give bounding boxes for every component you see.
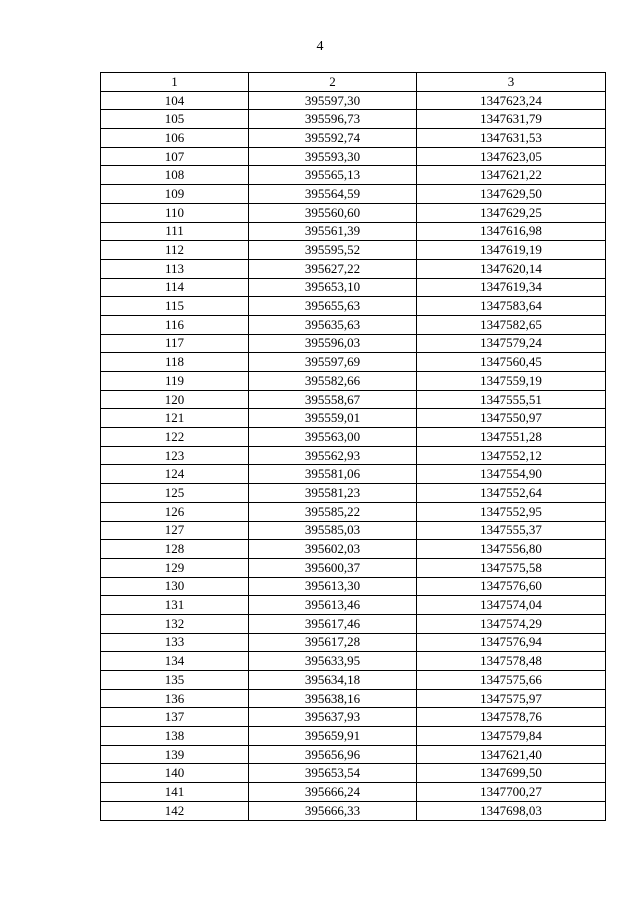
point-number-cell: 134 — [101, 652, 249, 671]
x-coordinate-cell: 395600,37 — [249, 558, 417, 577]
x-coordinate-cell: 395637,93 — [249, 708, 417, 727]
x-coordinate-cell: 395596,73 — [249, 110, 417, 129]
x-coordinate-cell: 395633,95 — [249, 652, 417, 671]
table-row — [101, 521, 606, 540]
y-coordinate-cell: 1347699,50 — [417, 764, 606, 783]
column-header-x-coordinate: 2 — [249, 73, 417, 92]
x-coordinate-cell: 395617,46 — [249, 614, 417, 633]
x-coordinate-cell: 395613,46 — [249, 596, 417, 615]
x-coordinate-cell: 395581,06 — [249, 465, 417, 484]
column-header-point-number: 1 — [101, 73, 249, 92]
table-row — [101, 222, 606, 241]
y-coordinate-cell: 1347574,04 — [417, 596, 606, 615]
x-coordinate-cell: 395559,01 — [249, 409, 417, 428]
point-number-cell: 112 — [101, 241, 249, 260]
point-number-cell: 138 — [101, 727, 249, 746]
table-row — [101, 708, 606, 727]
y-coordinate-cell: 1347629,25 — [417, 203, 606, 222]
y-coordinate-cell: 1347578,76 — [417, 708, 606, 727]
point-number-cell: 127 — [101, 521, 249, 540]
x-coordinate-cell: 395602,03 — [249, 540, 417, 559]
point-number-cell: 104 — [101, 91, 249, 110]
y-coordinate-cell: 1347551,28 — [417, 428, 606, 447]
x-coordinate-cell: 395656,96 — [249, 745, 417, 764]
table-row — [101, 241, 606, 260]
table-row — [101, 91, 606, 110]
y-coordinate-cell: 1347575,58 — [417, 558, 606, 577]
point-number-cell: 108 — [101, 166, 249, 185]
x-coordinate-cell: 395613,30 — [249, 577, 417, 596]
table-row — [101, 390, 606, 409]
table-row — [101, 577, 606, 596]
y-coordinate-cell: 1347552,95 — [417, 502, 606, 521]
point-number-cell: 124 — [101, 465, 249, 484]
x-coordinate-cell: 395596,03 — [249, 334, 417, 353]
y-coordinate-cell: 1347574,29 — [417, 614, 606, 633]
x-coordinate-cell: 395627,22 — [249, 259, 417, 278]
point-number-cell: 113 — [101, 259, 249, 278]
y-coordinate-cell: 1347559,19 — [417, 372, 606, 391]
table-row — [101, 409, 606, 428]
point-number-cell: 110 — [101, 203, 249, 222]
y-coordinate-cell: 1347576,94 — [417, 633, 606, 652]
table-row — [101, 689, 606, 708]
table-row — [101, 652, 606, 671]
y-coordinate-cell: 1347621,22 — [417, 166, 606, 185]
point-number-cell: 135 — [101, 671, 249, 690]
table-row — [101, 185, 606, 204]
x-coordinate-cell: 395565,13 — [249, 166, 417, 185]
y-coordinate-cell: 1347552,12 — [417, 446, 606, 465]
point-number-cell: 106 — [101, 129, 249, 148]
x-coordinate-cell: 395562,93 — [249, 446, 417, 465]
point-number-cell: 126 — [101, 502, 249, 521]
table-row — [101, 502, 606, 521]
x-coordinate-cell: 395666,33 — [249, 801, 417, 820]
point-number-cell: 139 — [101, 745, 249, 764]
point-number-cell: 114 — [101, 278, 249, 297]
point-number-cell: 116 — [101, 315, 249, 334]
x-coordinate-cell: 395638,16 — [249, 689, 417, 708]
table-row — [101, 614, 606, 633]
y-coordinate-cell: 1347623,24 — [417, 91, 606, 110]
x-coordinate-cell: 395653,54 — [249, 764, 417, 783]
y-coordinate-cell: 1347550,97 — [417, 409, 606, 428]
table-row — [101, 484, 606, 503]
point-number-cell: 136 — [101, 689, 249, 708]
page-number: 4 — [316, 39, 324, 54]
table-row — [101, 166, 606, 185]
y-coordinate-cell: 1347579,24 — [417, 334, 606, 353]
point-number-cell: 129 — [101, 558, 249, 577]
table-row — [101, 596, 606, 615]
y-coordinate-cell: 1347583,64 — [417, 297, 606, 316]
table-body — [101, 73, 606, 821]
x-coordinate-cell: 395659,91 — [249, 727, 417, 746]
y-coordinate-cell: 1347552,64 — [417, 484, 606, 503]
point-number-cell: 122 — [101, 428, 249, 447]
column-header-y-coordinate: 3 — [417, 73, 606, 92]
point-number-cell: 142 — [101, 801, 249, 820]
coordinates-table — [100, 72, 606, 821]
point-number-cell: 107 — [101, 147, 249, 166]
point-number-cell: 105 — [101, 110, 249, 129]
point-number-cell: 132 — [101, 614, 249, 633]
x-coordinate-cell: 395581,23 — [249, 484, 417, 503]
y-coordinate-cell: 1347576,60 — [417, 577, 606, 596]
x-coordinate-cell: 395666,24 — [249, 783, 417, 802]
x-coordinate-cell: 395592,74 — [249, 129, 417, 148]
table-row — [101, 334, 606, 353]
point-number-cell: 120 — [101, 390, 249, 409]
table-row — [101, 727, 606, 746]
y-coordinate-cell: 1347575,97 — [417, 689, 606, 708]
table-row — [101, 110, 606, 129]
table-row — [101, 633, 606, 652]
x-coordinate-cell: 395597,30 — [249, 91, 417, 110]
x-coordinate-cell: 395634,18 — [249, 671, 417, 690]
x-coordinate-cell: 395617,28 — [249, 633, 417, 652]
x-coordinate-cell: 395561,39 — [249, 222, 417, 241]
point-number-cell: 121 — [101, 409, 249, 428]
x-coordinate-cell: 395593,30 — [249, 147, 417, 166]
x-coordinate-cell: 395595,52 — [249, 241, 417, 260]
y-coordinate-cell: 1347621,40 — [417, 745, 606, 764]
y-coordinate-cell: 1347631,79 — [417, 110, 606, 129]
x-coordinate-cell: 395585,03 — [249, 521, 417, 540]
x-coordinate-cell: 395560,60 — [249, 203, 417, 222]
table-row — [101, 764, 606, 783]
x-coordinate-cell: 395597,69 — [249, 353, 417, 372]
y-coordinate-cell: 1347616,98 — [417, 222, 606, 241]
table-row — [101, 129, 606, 148]
y-coordinate-cell: 1347554,90 — [417, 465, 606, 484]
y-coordinate-cell: 1347629,50 — [417, 185, 606, 204]
y-coordinate-cell: 1347619,19 — [417, 241, 606, 260]
point-number-cell: 137 — [101, 708, 249, 727]
table-row — [101, 558, 606, 577]
table-header-row — [101, 73, 606, 92]
y-coordinate-cell: 1347556,80 — [417, 540, 606, 559]
y-coordinate-cell: 1347698,03 — [417, 801, 606, 820]
y-coordinate-cell: 1347578,48 — [417, 652, 606, 671]
x-coordinate-cell: 395653,10 — [249, 278, 417, 297]
x-coordinate-cell: 395635,63 — [249, 315, 417, 334]
point-number-cell: 111 — [101, 222, 249, 241]
point-number-cell: 119 — [101, 372, 249, 391]
table-row — [101, 259, 606, 278]
table-row — [101, 801, 606, 820]
y-coordinate-cell: 1347623,05 — [417, 147, 606, 166]
table-row — [101, 745, 606, 764]
table-row — [101, 278, 606, 297]
x-coordinate-cell: 395558,67 — [249, 390, 417, 409]
point-number-cell: 117 — [101, 334, 249, 353]
point-number-cell: 125 — [101, 484, 249, 503]
table-row — [101, 446, 606, 465]
point-number-cell: 131 — [101, 596, 249, 615]
table-row — [101, 465, 606, 484]
y-coordinate-cell: 1347631,53 — [417, 129, 606, 148]
point-number-cell: 140 — [101, 764, 249, 783]
table-row — [101, 353, 606, 372]
y-coordinate-cell: 1347582,65 — [417, 315, 606, 334]
point-number-cell: 133 — [101, 633, 249, 652]
x-coordinate-cell: 395655,63 — [249, 297, 417, 316]
y-coordinate-cell: 1347700,27 — [417, 783, 606, 802]
y-coordinate-cell: 1347560,45 — [417, 353, 606, 372]
y-coordinate-cell: 1347620,14 — [417, 259, 606, 278]
y-coordinate-cell: 1347619,34 — [417, 278, 606, 297]
table-row — [101, 671, 606, 690]
table-row — [101, 315, 606, 334]
x-coordinate-cell: 395585,22 — [249, 502, 417, 521]
table-row — [101, 297, 606, 316]
table-row — [101, 147, 606, 166]
table-row — [101, 372, 606, 391]
table-row — [101, 203, 606, 222]
point-number-cell: 141 — [101, 783, 249, 802]
y-coordinate-cell: 1347555,51 — [417, 390, 606, 409]
table-row — [101, 428, 606, 447]
y-coordinate-cell: 1347555,37 — [417, 521, 606, 540]
point-number-cell: 109 — [101, 185, 249, 204]
point-number-cell: 118 — [101, 353, 249, 372]
point-number-cell: 128 — [101, 540, 249, 559]
table-row — [101, 540, 606, 559]
point-number-cell: 115 — [101, 297, 249, 316]
y-coordinate-cell: 1347575,66 — [417, 671, 606, 690]
y-coordinate-cell: 1347579,84 — [417, 727, 606, 746]
x-coordinate-cell: 395563,00 — [249, 428, 417, 447]
table-row — [101, 783, 606, 802]
x-coordinate-cell: 395564,59 — [249, 185, 417, 204]
x-coordinate-cell: 395582,66 — [249, 372, 417, 391]
point-number-cell: 123 — [101, 446, 249, 465]
point-number-cell: 130 — [101, 577, 249, 596]
